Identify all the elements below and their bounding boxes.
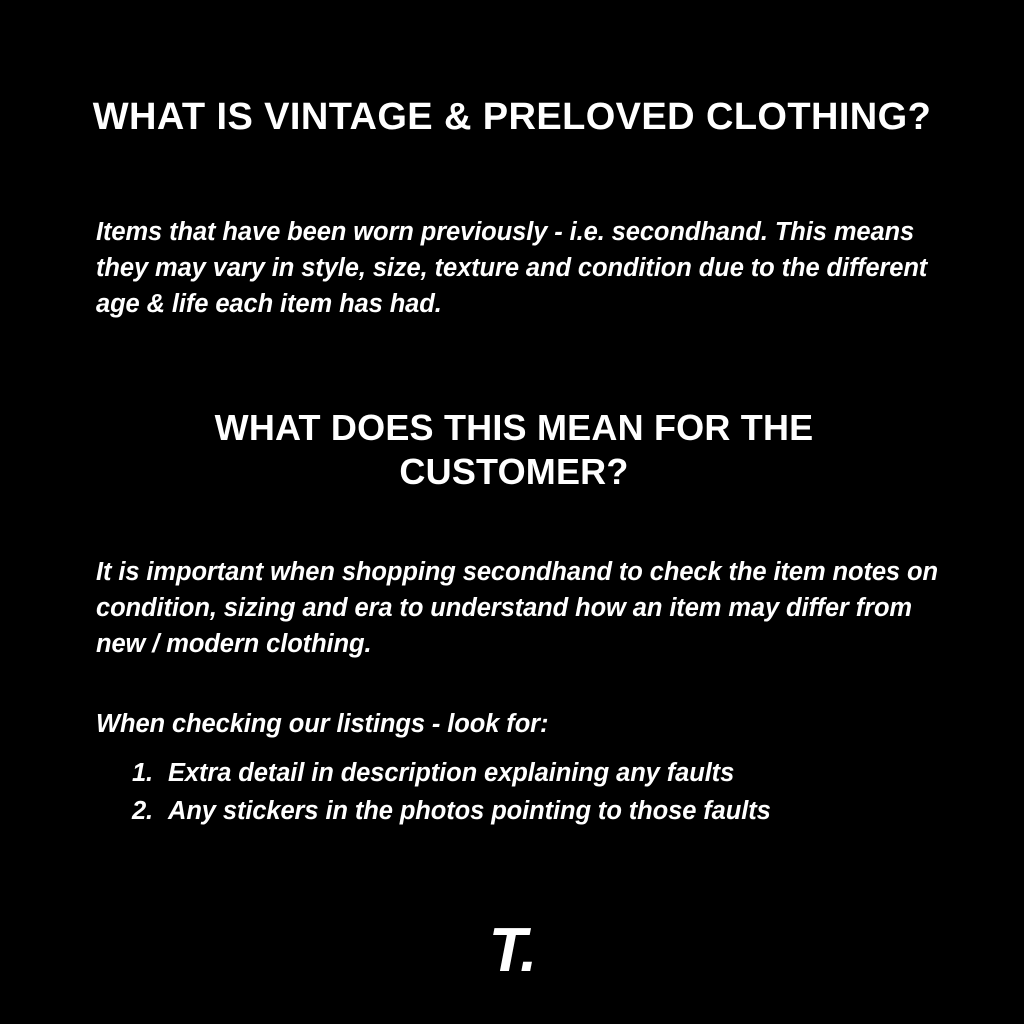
brand-logo: T. — [488, 916, 536, 985]
section-heading-customer: WHAT DOES THIS MEAN FOR THE CUSTOMER? — [214, 406, 814, 492]
listings-prompt: When checking our listings - look for: — [96, 709, 549, 738]
checklist — [120, 754, 1000, 831]
intro-paragraph: Items that have been worn previously - i.e. secondhand. This means they may vary in style, size, texture and condition due to the different age & life each item has had. — [96, 217, 928, 318]
page-title: WHAT IS VINTAGE & PRELOVED CLOTHING? — [92, 96, 932, 139]
customer-paragraph: It is important when shopping secondhand to check the item notes on condition, sizing and era to understand how an item may differ from new / modern clothing. — [96, 557, 938, 658]
list-item: 2. Any stickers in the photos pointing to those faults — [160, 792, 1000, 830]
list-item: 1. Extra detail in description explaining any faults — [160, 754, 1000, 792]
